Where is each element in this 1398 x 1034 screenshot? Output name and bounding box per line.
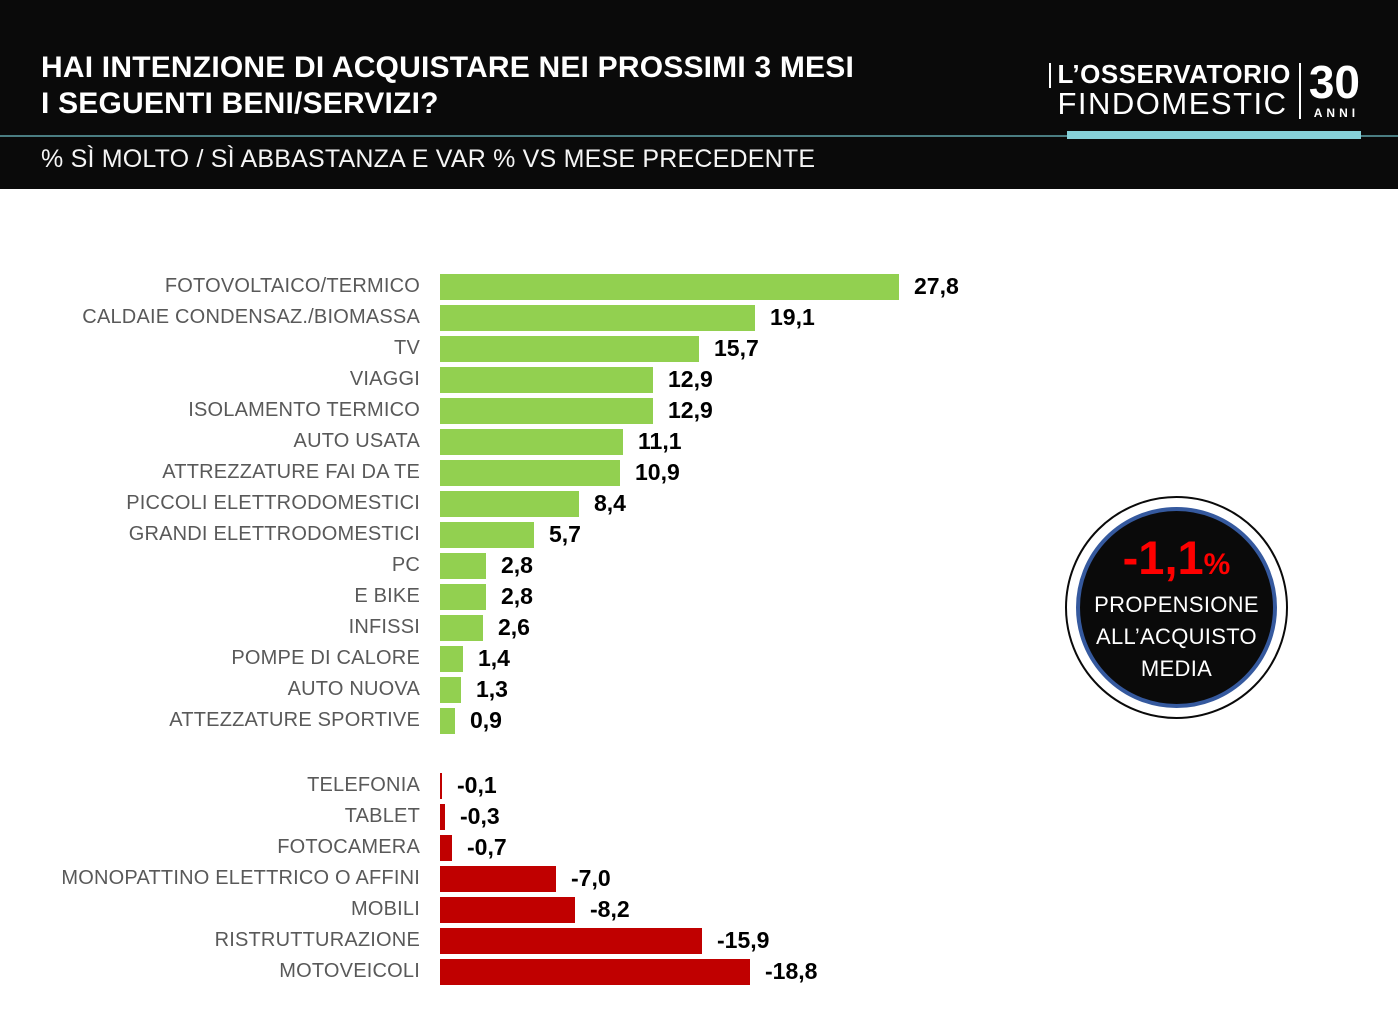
bar bbox=[440, 804, 445, 830]
bar bbox=[440, 615, 483, 641]
badge-label-line-2: ALL’ACQUISTO bbox=[1096, 624, 1257, 649]
bar-value: -0,3 bbox=[460, 803, 500, 829]
bar bbox=[440, 305, 755, 331]
bar-area bbox=[440, 896, 630, 923]
bar-value: 2,8 bbox=[501, 583, 533, 609]
bar-value: 1,4 bbox=[478, 645, 510, 671]
badge-percent-sign: % bbox=[1203, 548, 1231, 581]
bar-label: FOTOVOLTAICO/TERMICO bbox=[164, 275, 420, 297]
bar bbox=[440, 835, 452, 861]
bar-label: ISOLAMENTO TERMICO bbox=[188, 399, 420, 421]
bar-label: MOTOVEICOLI bbox=[279, 960, 420, 982]
bar bbox=[440, 866, 556, 892]
bar bbox=[440, 429, 623, 455]
bar-label: AUTO USATA bbox=[293, 430, 420, 452]
bar bbox=[440, 336, 699, 362]
findomestic-logo bbox=[1049, 56, 1360, 121]
bar-value: 1,3 bbox=[476, 676, 508, 702]
logo-underline-bar bbox=[1067, 131, 1361, 139]
bar-area bbox=[440, 865, 611, 892]
logo-separator-bar bbox=[1299, 63, 1301, 119]
bar bbox=[440, 928, 702, 954]
bar-row bbox=[0, 925, 1398, 956]
bar-label: INFISSI bbox=[348, 616, 420, 638]
bar-row bbox=[0, 894, 1398, 925]
bar-area bbox=[440, 552, 533, 579]
bar-row bbox=[0, 770, 1398, 801]
bar-value: -0,1 bbox=[457, 772, 497, 798]
bar-area bbox=[440, 459, 680, 486]
bar-label: TELEFONIA bbox=[307, 774, 420, 796]
bar-area bbox=[440, 428, 682, 455]
bar-row bbox=[0, 426, 1398, 457]
bar-row bbox=[0, 457, 1398, 488]
bar-value: -8,2 bbox=[590, 896, 630, 922]
bar-area bbox=[440, 803, 500, 830]
bar-value: 27,8 bbox=[914, 273, 959, 299]
bar-row bbox=[0, 863, 1398, 894]
bar-label: AUTO NUOVA bbox=[287, 678, 420, 700]
bar-value: 19,1 bbox=[770, 304, 815, 330]
bar-area bbox=[440, 490, 626, 517]
bar-label: PC bbox=[391, 554, 420, 576]
bar-area bbox=[440, 273, 959, 300]
bar-area bbox=[440, 335, 759, 362]
bar bbox=[440, 274, 899, 300]
title-line-2: I SEGUENTI BENI/SERVIZI? bbox=[41, 87, 439, 120]
bar-value: 8,4 bbox=[594, 490, 626, 516]
bar-label: POMPE DI CALORE bbox=[231, 647, 420, 669]
bar-label: CALDAIE CONDENSAZ./BIOMASSA bbox=[82, 306, 420, 328]
logo-tick-bar bbox=[1049, 63, 1051, 88]
bar bbox=[440, 677, 461, 703]
logo-name-line2: FINDOMESTIC bbox=[1057, 86, 1288, 121]
bar bbox=[440, 773, 442, 799]
bar-value: 10,9 bbox=[635, 459, 680, 485]
logo-anniversary bbox=[1308, 56, 1360, 120]
bar-label: ATTREZZATURE FAI DA TE bbox=[162, 461, 420, 483]
bar-label: RISTRUTTURAZIONE bbox=[214, 929, 420, 951]
bar-area bbox=[440, 583, 533, 610]
bar-area bbox=[440, 304, 815, 331]
bar-area bbox=[440, 614, 530, 641]
bar-label: E BIKE bbox=[354, 585, 420, 607]
bar-label: GRANDI ELETTRODOMESTICI bbox=[128, 523, 420, 545]
logo-name-line1: L’OSSERVATORIO bbox=[1057, 59, 1291, 89]
badge-label-line-3: MEDIA bbox=[1140, 656, 1213, 681]
bar-label: FOTOCAMERA bbox=[277, 836, 420, 858]
bar-row bbox=[0, 333, 1398, 364]
bar-area bbox=[440, 397, 713, 424]
bar-label: MOBILI bbox=[351, 898, 420, 920]
bar-value: 12,9 bbox=[668, 366, 713, 392]
bar-row bbox=[0, 956, 1398, 987]
page-title bbox=[41, 50, 854, 122]
bar-label: TV bbox=[394, 337, 420, 359]
bar-label: VIAGGI bbox=[349, 368, 420, 390]
propensity-badge bbox=[1065, 496, 1288, 719]
bar-value: -15,9 bbox=[717, 927, 770, 953]
bar-area bbox=[440, 772, 497, 799]
badge-value: -1,1 bbox=[1122, 531, 1204, 584]
bar-row bbox=[0, 271, 1398, 302]
bar bbox=[440, 398, 653, 424]
bar-value: 2,6 bbox=[498, 614, 530, 640]
bar bbox=[440, 460, 620, 486]
bar bbox=[440, 708, 455, 734]
bar-value: -7,0 bbox=[571, 865, 611, 891]
bar bbox=[440, 367, 653, 393]
bar-area bbox=[440, 676, 508, 703]
bar bbox=[440, 522, 534, 548]
bar-value: 2,8 bbox=[501, 552, 533, 578]
bar-value: -0,7 bbox=[467, 834, 507, 860]
bar-row bbox=[0, 364, 1398, 395]
bar bbox=[440, 897, 575, 923]
logo-years-number: 30 bbox=[1308, 56, 1360, 108]
badge-value-line bbox=[1123, 530, 1231, 585]
bar-area bbox=[440, 707, 502, 734]
badge-label-line-1: PROPENSIONE bbox=[1094, 592, 1259, 617]
logo-name bbox=[1057, 61, 1290, 120]
title-line-1: HAI INTENZIONE DI ACQUISTARE NEI PROSSIMI 3 MESI bbox=[41, 51, 855, 84]
bar-value: 5,7 bbox=[549, 521, 581, 547]
bar-value: -18,8 bbox=[765, 958, 818, 984]
bar-label: ATTEZZATURE SPORTIVE bbox=[169, 709, 420, 731]
bar-row bbox=[0, 395, 1398, 426]
bar-area bbox=[440, 958, 817, 985]
bar bbox=[440, 646, 463, 672]
bar bbox=[440, 584, 486, 610]
bar-value: 0,9 bbox=[470, 707, 502, 733]
bar-area bbox=[440, 521, 581, 548]
bar-value: 15,7 bbox=[714, 335, 759, 361]
bar-row bbox=[0, 832, 1398, 863]
bar-row bbox=[0, 801, 1398, 832]
propensity-badge-inner-circle bbox=[1076, 507, 1277, 708]
bar bbox=[440, 491, 579, 517]
bar-area bbox=[440, 645, 510, 672]
bar-area bbox=[440, 366, 713, 393]
logo-years-label: ANNI bbox=[1313, 106, 1360, 120]
header bbox=[0, 0, 1398, 189]
bar-label: PICCOLI ELETTRODOMESTICI bbox=[126, 492, 420, 514]
bar-area bbox=[440, 927, 769, 954]
bar-value: 12,9 bbox=[668, 397, 713, 423]
bar-label: TABLET bbox=[344, 805, 420, 827]
bar-label: MONOPATTINO ELETTRICO O AFFINI bbox=[61, 867, 420, 889]
bar bbox=[440, 553, 486, 579]
bar-value: 11,1 bbox=[638, 428, 682, 454]
bar bbox=[440, 959, 750, 985]
bar-row bbox=[0, 302, 1398, 333]
chart-subtitle: % SÌ MOLTO / SÌ ABBASTANZA E VAR % VS MESE PRECEDENTE bbox=[41, 145, 816, 173]
negative-bars-section bbox=[0, 770, 1398, 987]
bar-area bbox=[440, 834, 507, 861]
